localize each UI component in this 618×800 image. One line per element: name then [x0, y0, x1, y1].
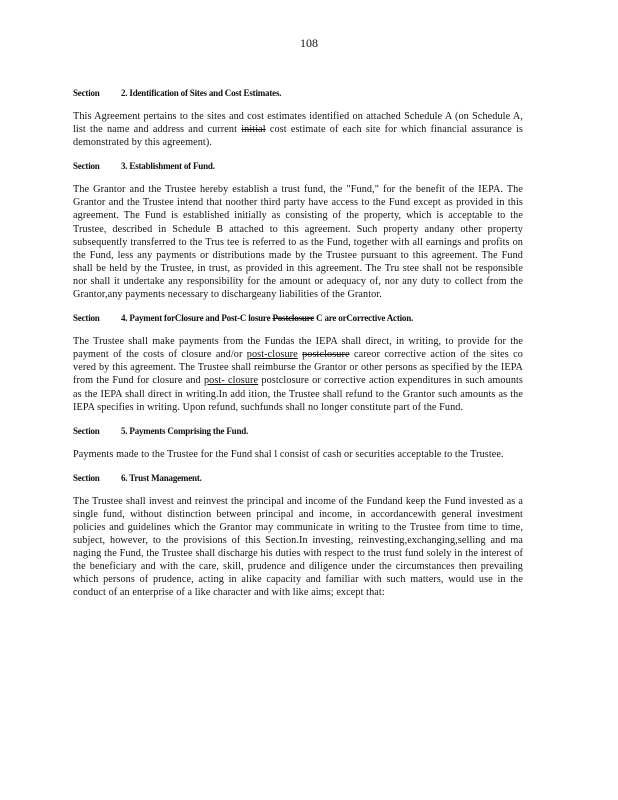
- struck-text: postclosure: [302, 349, 350, 361]
- section-label: Section: [73, 472, 100, 483]
- section-5-heading: [73, 426, 523, 436]
- section-title: 5. Payments Comprising the Fund.: [121, 425, 249, 436]
- section-6-body: The Trustee shall invest and reinvest the principal and income of the Fundand keep the Fund invested as a single fund, without distinction between principal and income, in accordancewith general investment policies and guidelines which the Grantor may communicate in writing to the Trustee from time to time, subject, however, to the provisions of this Section.In investing, reinvesting,exchanging,selling and ma naging the Fund, the Trustee shall discharge his duties with respect to the trust fund solely in the interest of the beneficiary and with the care, skill, prudence and diligence under the circumstances then prevailing which persons of prudence, acting in alike capacity and familiar with such matters, would use in the conduct of an enterprise of a like character and with like aims; except that:: [73, 495, 523, 599]
- section-2-heading: [73, 88, 523, 98]
- section-3-heading: [73, 161, 523, 171]
- section-label: Section: [73, 425, 100, 436]
- section-title: 6. Trust Management.: [121, 472, 202, 483]
- section-label: Section: [73, 161, 100, 172]
- section-title: 2. Identification of Sites and Cost Estimates.: [121, 88, 282, 98]
- section-4-heading: [73, 313, 523, 323]
- document-body: [73, 88, 523, 600]
- section-title: 4. Payment forClosure and Post-C losure Postclosure C are orCorrective Action.: [121, 313, 414, 324]
- underlined-text: post-closure: [246, 349, 298, 361]
- section-4-body: The Trustee shall make payments from the Fundas the IEPA shall direct, in writing, to provide for the payment of the costs of closure and/or post-closure postclosure careor corrective action of the sites co vered by this agreement. The Trustee shall reimburse the Grantor or other persons as specified by the IEPA from the Fund for closure and post- closure postclosure or corrective action expenditures in such amounts as the IEPA shall direct in writing.In add ition, the Trustee shall refund to the Grantor such amounts as the IEPA specifies in writing. Upon refund, suchfunds shall no longer constitute part of the Fund.: [73, 336, 524, 413]
- section-2-body: This Agreement pertains to the sites and cost estimates identified on attached Schedule A (on Schedule A, list the name and address and current initial cost estimate of each site for which financial assurance is demonstrated by this agreement).: [73, 111, 523, 149]
- struck-text: initial: [241, 124, 266, 136]
- section-label: Section: [73, 313, 100, 324]
- section-title: 3. Establishment of Fund.: [121, 161, 215, 172]
- section-label: Section: [73, 88, 100, 98]
- section-3-body: The Grantor and the Trustee hereby establish a trust fund, the "Fund," for the benefit of the IEPA. The Grantor and the Trustee intend that noother third party have access to the Fund except as provided in this agreement. The Fund is established initially as consisting of the property, which is acceptable to the Trustee, described in Schedule B attached to this agreement. Such property andany other property subsequently transferred to the Trus tee is referred to as the Fund, together with all earnings and profits on the Fund, less any payments or distributions made by the Trustee pursuant to this agreement. The Fund shall be held by the Trustee, in trust, as provided in this agreement. The Tru stee shall not be responsible nor shall it undertake any responsibility for the amount or adequacy of, nor any duty to collect from the Grantor,any payments necessary to dischargeany liabilities of the Grantor.: [73, 184, 523, 301]
- section-5-body: Payments made to the Trustee for the Fund shal l consist of cash or securities acceptable to the Trustee.: [73, 448, 504, 460]
- underlined-text: post- closure: [203, 375, 259, 387]
- section-6-heading: [73, 473, 523, 483]
- struck-text: Postclosure: [272, 313, 315, 324]
- page-number: 108: [300, 36, 318, 50]
